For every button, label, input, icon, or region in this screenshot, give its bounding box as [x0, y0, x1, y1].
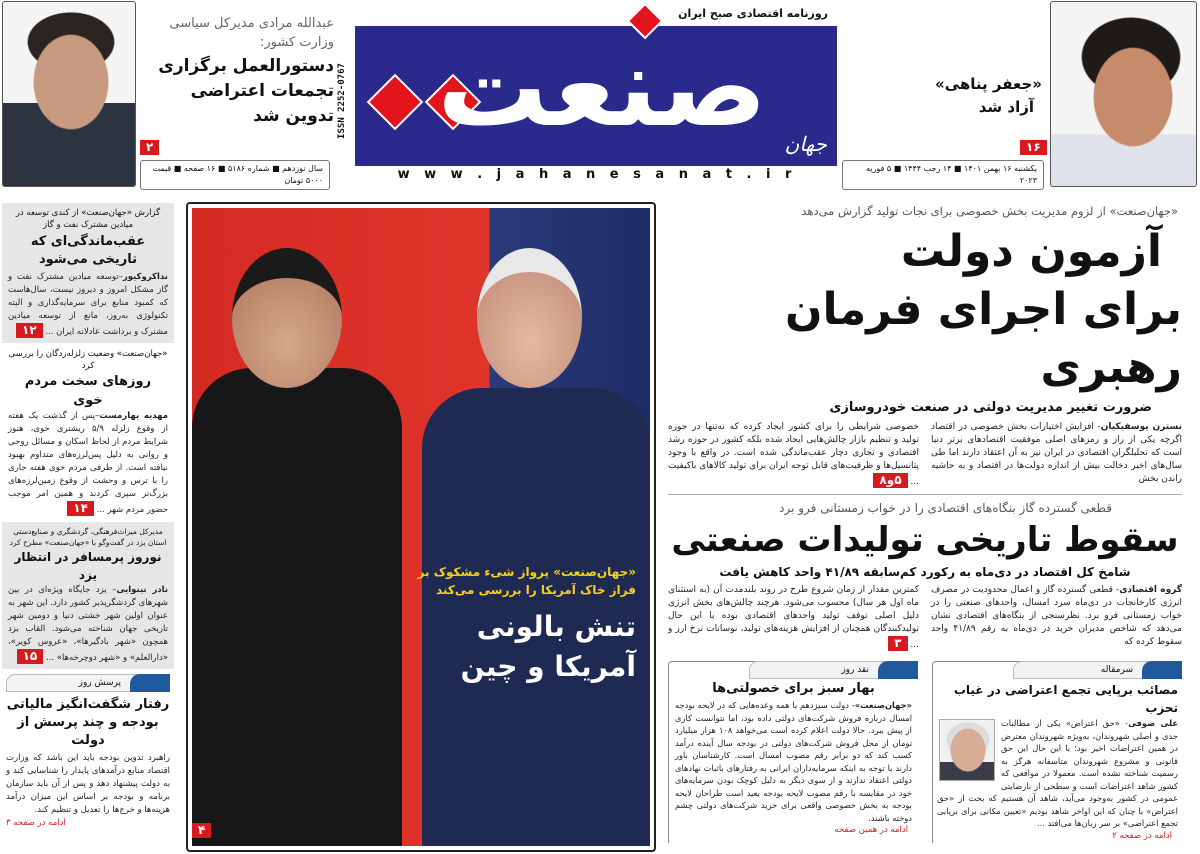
kicker: «جهان‌صنعت» وضعیت زلزله‌زدگان را بررسی کرد — [8, 349, 168, 371]
headline: آزاد شد — [978, 98, 1034, 116]
top-right-story[interactable] — [862, 72, 1042, 118]
body-col — [668, 584, 919, 652]
left-story-1[interactable] — [2, 203, 174, 343]
body-text: راهبرد تدوین بودجه باید این باشد که وزارت اقتصاد منابع درآمدهای پایدار را شناسایی کند و به دولت پیشنهاد دهد و پس از آن باید سازمان برنامه و بودجه بر اساس این میزان درآمد هزینه‌ها و خرج‌ها را تعدیل و تنظیم کند. — [6, 753, 170, 815]
kicker: عبدالله مرادی مدیرکل سیاسی وزارت کشور: — [169, 16, 334, 50]
kicker: مدیرکل میراث‌فرهنگی، گردشگری و صنایع‌دستی استان یزد در گفت‌وگو با «جهان‌صنعت» مطرح کرد — [9, 527, 167, 547]
author: مهدیه بهارمست — [99, 411, 168, 421]
second-body — [668, 584, 1182, 652]
headline: روزهای سخت مردم خوی — [24, 374, 152, 408]
page-number: ۵و۸ — [873, 473, 907, 488]
headline: نوروز پرمسافر در انتظار یزد — [14, 550, 162, 582]
section-tab — [1013, 661, 1182, 679]
top-left-story[interactable] — [142, 14, 334, 129]
headline: دستورالعمل برگزاری تجمعات اعتراضی تدوین شد — [158, 56, 334, 126]
body-text: - افزایش اختیارات بخش خصوصی در اقتصاد اگرچه یکی از راز و رمزهای اصلی موفقیت اقتصادهای برتر دنیا است که تحلیلگران اقتصادی در ایران نیز به آن اعتقاد دارند اما طی سال‌های اخیر دخالت بیش از اندازه دولت‌ها در اقتصاد و به حاشیه راندن بخش — [931, 422, 1182, 484]
body-col — [931, 421, 1182, 489]
tagline: روزنامه اقتصادی صبح ایران — [678, 7, 828, 20]
section-label: سرمقاله — [1100, 665, 1133, 675]
author: نادر نینوایی — [116, 585, 169, 595]
issue-info: سال نوزدهم ■ شماره ۵۱۸۶ ■ ۱۶ صفحه ■ قیمت ۵۰۰۰ تومان — [140, 160, 330, 190]
left-story-4[interactable] — [2, 674, 174, 830]
headline: عقب‌ماندگی‌ای که تاریخی می‌شود — [30, 234, 146, 267]
face-xi — [232, 248, 342, 388]
headline: آمریکا و چین — [460, 650, 636, 683]
lead-body — [668, 421, 1182, 489]
body-col — [668, 421, 919, 489]
left-story-2[interactable] — [2, 348, 174, 517]
issn: ISSN 2252-0767 — [337, 63, 347, 139]
body-text: کمترین مقدار از زمان شروع طرح در روند بلندمدت آن (به استثنای ماه اول هر سال) محسوب می‌شود. هرچند چالش‌های بخش انرژی دلیل اصلی توقف تولید واحدهای اقتصادی بوده با این حال تولیدکنندگان همچنان از افزایش هزینه‌های تولید، نوسانات نرخ ارز و ... — [668, 585, 919, 650]
body-text: - قطعی گسترده گاز و اعمال محدودیت در مصرف انرژی کارخانجات در دی‌ماه سرد امسال، واحدهای صنعتی را در خواب زمستانی فرو برد. نظرسنجی از بنگاه‌های اقتصادی نشان می‌دهد که شاخص مدیران خرید در دی‌ماه به رقم ۴۱/۸۹ واحد سقوط کرده که — [931, 585, 1182, 647]
headline: تنش بالونی — [476, 610, 636, 643]
headline: برای اجرای فرمان رهبری — [784, 284, 1182, 393]
body — [8, 584, 168, 665]
date: یکشنبه ۱۶ بهمن ۱۴۰۱ ■ ۱۴ رجب ۱۴۴۴ ■ ۵ فوریه ۲۰۲۳ — [842, 160, 1044, 190]
page-number: ۱۲ — [16, 323, 43, 338]
kicker: «جهان‌صنعت» پرواز شیء مشکوک بر فراز خاک آمریکا را بررسی می‌کند — [417, 565, 636, 597]
section-label: پرسش روز — [78, 678, 121, 688]
divider — [668, 494, 1182, 495]
logo-sub: جهان — [784, 132, 827, 156]
body — [669, 699, 918, 824]
section-label: نقد روز — [841, 665, 869, 675]
left-column — [2, 203, 174, 853]
headline: آزمون دولت — [900, 226, 1162, 277]
face-biden — [477, 248, 582, 388]
logo — [355, 26, 837, 166]
critique-box[interactable] — [668, 661, 918, 843]
bottom-boxes — [668, 661, 1182, 843]
author: علی صوفی — [1128, 718, 1178, 728]
right-column — [668, 203, 1182, 843]
diamond-icon — [367, 74, 424, 131]
continued-link[interactable]: ادامه در صفحه ۲ — [1112, 830, 1172, 841]
author: نسترن یوسفبکیان — [1100, 422, 1182, 432]
author: گروه اقتصادی — [1119, 585, 1183, 595]
portrait-photo-moradi — [2, 1, 136, 187]
body-text: - دولت سیزدهم با همه وعده‌هایی که در لایحه بودجه امسال درباره فروش شرکت‌های دولتی داده بود، اما نتوانست کاری از پیش ببرد. حالا دولت اعلام کرده است می‌خواهد ۱۰۸ هزار میلیارد تومان از محل فروش شرکت‌های دولتی در بودجه سال آینده درآمد کسب کند که دو برابر رقم مصوب امسال است. کارشناسان باور دارند با توجه به اینکه سرمایه‌داران ایرانی به رفتارهای باثبات نهادهای دولتی اعتقاد ندارند و از سوی دیگر به دلیل کوچک بودن سرمایه‌های خود در مقایسه با رقم مصوب لایحه بودجه بعید است طراحان لایحه بودجه به بخش خصوصی واقعی برای خرید شرکت‌های دولتی چشم دوخته باشند. — [675, 700, 912, 823]
page-number: ۱۶ — [1020, 140, 1047, 155]
body-col — [931, 584, 1182, 652]
author: «جهان‌صنعت» — [854, 700, 912, 710]
continued-link[interactable]: ادامه در همین صفحه — [834, 825, 908, 835]
body-text: خصوصی شرایطی را برای کشور ایجاد کرده که نه‌تنها در حوزه تولید و تنظیم بازار چالش‌هایی ایجاد شده بلکه کشور در حوزه رشد اقتصادی و تجاری دچار عقب‌ماندگی شده است. در واقع با وجود پتانسیل‌ها و ظرفیت‌های قابل توجه ایران برای تولید کالاهای باکیفیت ... — [668, 422, 919, 487]
kicker: قطعی گسترده گاز بنگاه‌های اقتصادی را در خواب زمستانی فرو برد — [779, 501, 1112, 515]
page-number: ۳ — [888, 636, 907, 651]
photo-xi-biden — [192, 208, 650, 846]
kicker: گزارش «جهان‌صنعت» از کندی توسعه در میادین مشترک نفت و گاز — [15, 208, 161, 230]
center-story[interactable] — [186, 202, 656, 852]
body-text: - «حق اعتراض» یکی از مطالبات جدی و اصلی شهروندان، به‌ویژه شهروندان معترض در همین اعتراضات اخیر بود؛ با این حال این حق قانونی و مشروع شهروندان متاسفانه هرگز به رسمیت شناخته نشده است. معمولا در مواقعی که کشور شاهد اعتراضات است و سطحی از نارضایتی عمومی در کشور به‌وجود می‌آید، شاهد آن هستیم که بحث از «حق اعتراض» با چنان که این اواخر شاهد بودیم «تعیین مکانی برای برپایی تجمع اعتراضی» بر سر زبان‌ها می‌افتد ... — [937, 718, 1178, 828]
second-story[interactable] — [668, 500, 1182, 652]
figure-xi — [192, 368, 402, 846]
lead-story[interactable] — [668, 203, 1182, 489]
masthead[interactable] — [352, 2, 840, 184]
headline: مصائب برپایی تجمع اعتراضی در غیاب تحزب — [953, 683, 1178, 715]
headline: بهار سبز برای خصولتی‌ها — [712, 681, 875, 696]
logo-text: صنعت — [437, 26, 767, 151]
headline: رفتار شگفت‌انگیز مالیاتی بودجه و چند پرسش از دولت — [6, 697, 170, 748]
body-text: –توسعه میادین مشترک نفت و گاز مشکل امروز و دیروز نیست، سال‌هاست که کمبود منابع برای سرمایه‌گذاری و البته تکنولوژی به‌روز، مانع از توسعه میادین مشترک و برداشت عادلانه ایران ... — [8, 272, 168, 337]
page-number: ۱۴ — [67, 501, 94, 516]
left-story-3[interactable] — [2, 522, 174, 669]
body-text: –پس از گذشت یک هفته از وقوع زلزله ۵/۹ ریشتری خوی، هنوز شرایط مردم از لحاظ اسکان و مسائل روحی و روانی به دلیل پس‌لرزه‌های متداوم بهبود نیافته است. از طرفی مردم خوی هفته جاری را با ترس و وحشت از وقوع زمین‌لرزه‌های بزرگ‌تر سپری کردند و همین امر موجب حضور مردم شهر ... — [8, 411, 169, 515]
headline: «جعفر پناهی» — [935, 75, 1042, 93]
kicker: «جهان‌صنعت» از لزوم مدیریت بخش خصوصی برای نجات تولید گزارش می‌دهد — [801, 204, 1178, 218]
page-number: ۴ — [192, 823, 211, 838]
portrait-photo-panahi — [1050, 1, 1197, 187]
body-text: – یزد جایگاه ویژه‌ای در بین شهرهای گردشگرپذیر کشور دارد. این شهر به عنوان اولین شهر خشتی دنیا و دومین شهر تاریخی جهان شناخته می‌شود. القاب یزد همچون «شهر بادگیرها»، «عروس کویر»، «دارالعلم» و «شهر دوچرخه‌ها» ... — [8, 585, 168, 663]
page-number: ۲ — [140, 140, 159, 155]
continued-link[interactable]: ادامه در صفحه ۳ — [6, 818, 66, 828]
author-photo — [939, 719, 995, 781]
website-link[interactable]: w w w . j a h a n e s a n a t . i r — [397, 167, 797, 182]
photo-caption — [396, 563, 636, 687]
page-number: ۱۵ — [17, 649, 44, 664]
body — [8, 410, 168, 517]
editorial-box[interactable] — [932, 661, 1182, 843]
section-tab — [6, 674, 170, 692]
subhead: شامخ کل اقتصاد در دی‌ماه به رکورد کم‌سابقه ۴۱/۸۹ واحد کاهش یافت — [719, 565, 1131, 579]
body — [8, 271, 168, 339]
author: نداکروکیور — [122, 272, 168, 282]
subhead: ضرورت تغییر مدیریت دولتی در صنعت خودروسازی — [829, 400, 1152, 415]
headline: سقوط تاریخی تولیدات صنعتی — [671, 520, 1179, 560]
section-tab — [749, 661, 918, 679]
